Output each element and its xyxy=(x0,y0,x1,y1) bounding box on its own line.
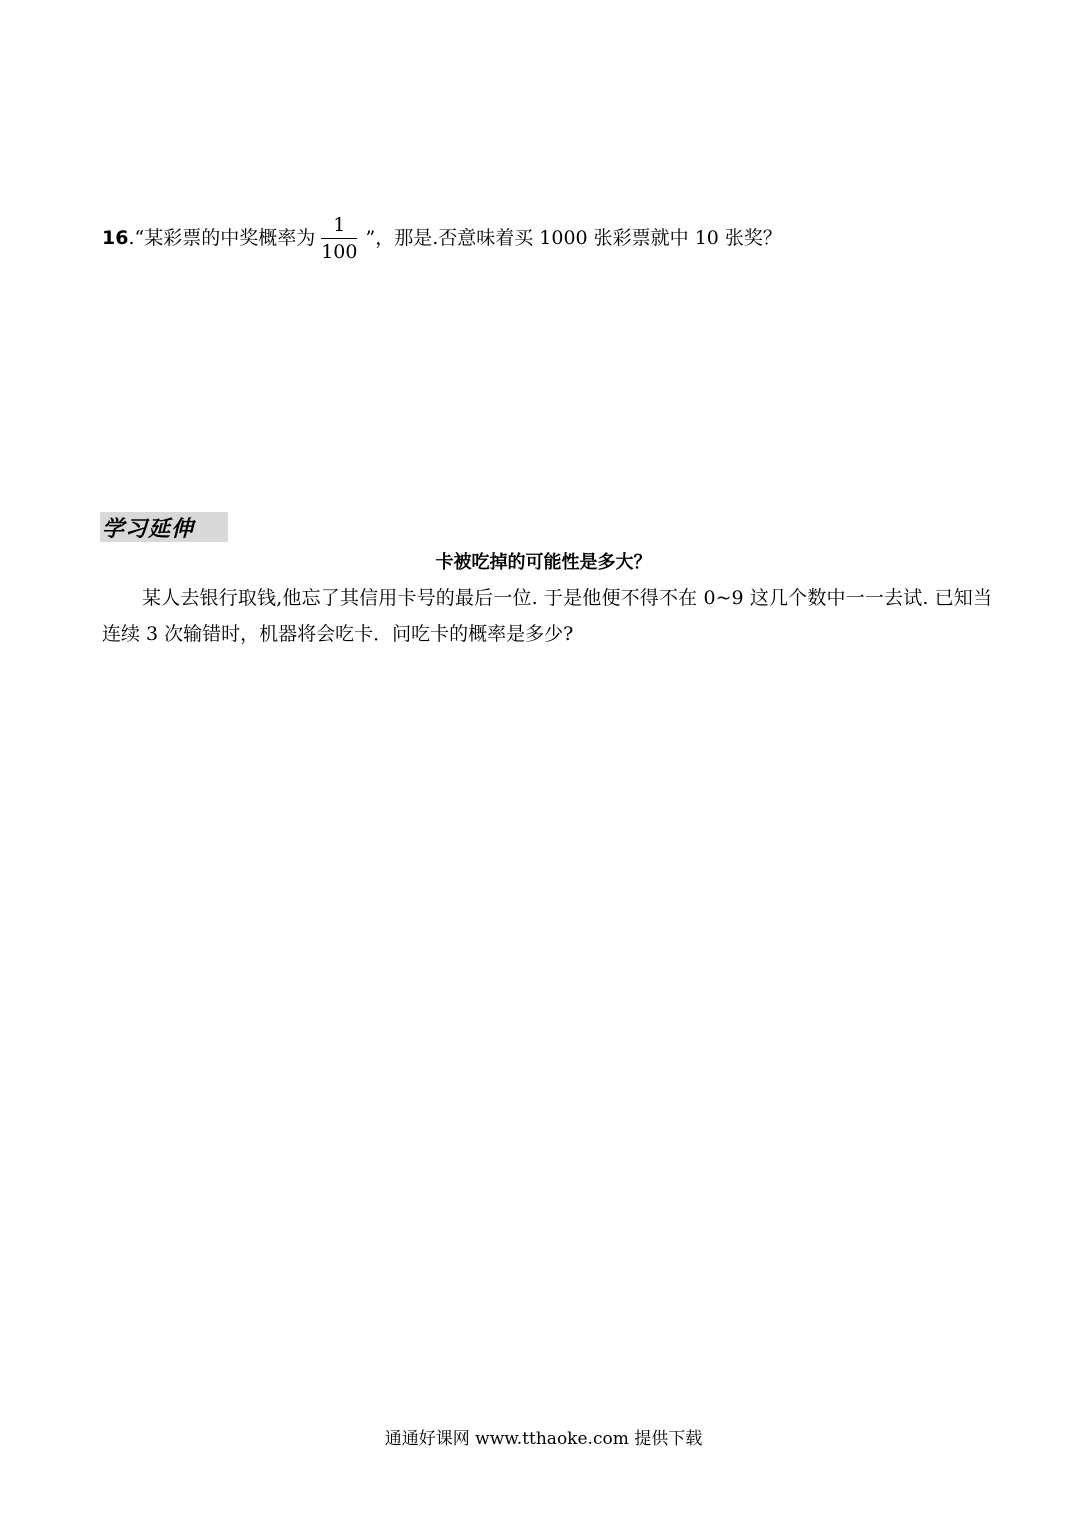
question-16 xyxy=(102,212,782,264)
section-paragraph: 某人去银行取钱,他忘了其信用卡号的最后一位. 于是他便不得不在 0~9 这几个数中一一去试. 已知当连续 3 次输错时，机器将会吃卡．问吃卡的概率是多少? xyxy=(102,587,992,645)
section-heading: 学习延伸 xyxy=(102,516,195,542)
fraction-bar xyxy=(321,238,357,239)
question-text-after: ”，那是.否意味着买 1000 张彩票就中 10 张奖？ xyxy=(365,227,782,249)
section-heading-box xyxy=(100,512,228,542)
fraction xyxy=(319,214,359,263)
section-title: 卡被吃掉的可能性是多大？ xyxy=(435,552,652,573)
question-number: 16 xyxy=(102,227,129,249)
page-footer: 通通好课网 www.tthaoke.com 提供下载 xyxy=(384,1429,703,1449)
fraction-numerator: 1 xyxy=(333,213,346,236)
question-text-before: .“某彩票的中奖概率为 xyxy=(128,227,316,249)
fraction-denominator: 100 xyxy=(321,240,358,263)
